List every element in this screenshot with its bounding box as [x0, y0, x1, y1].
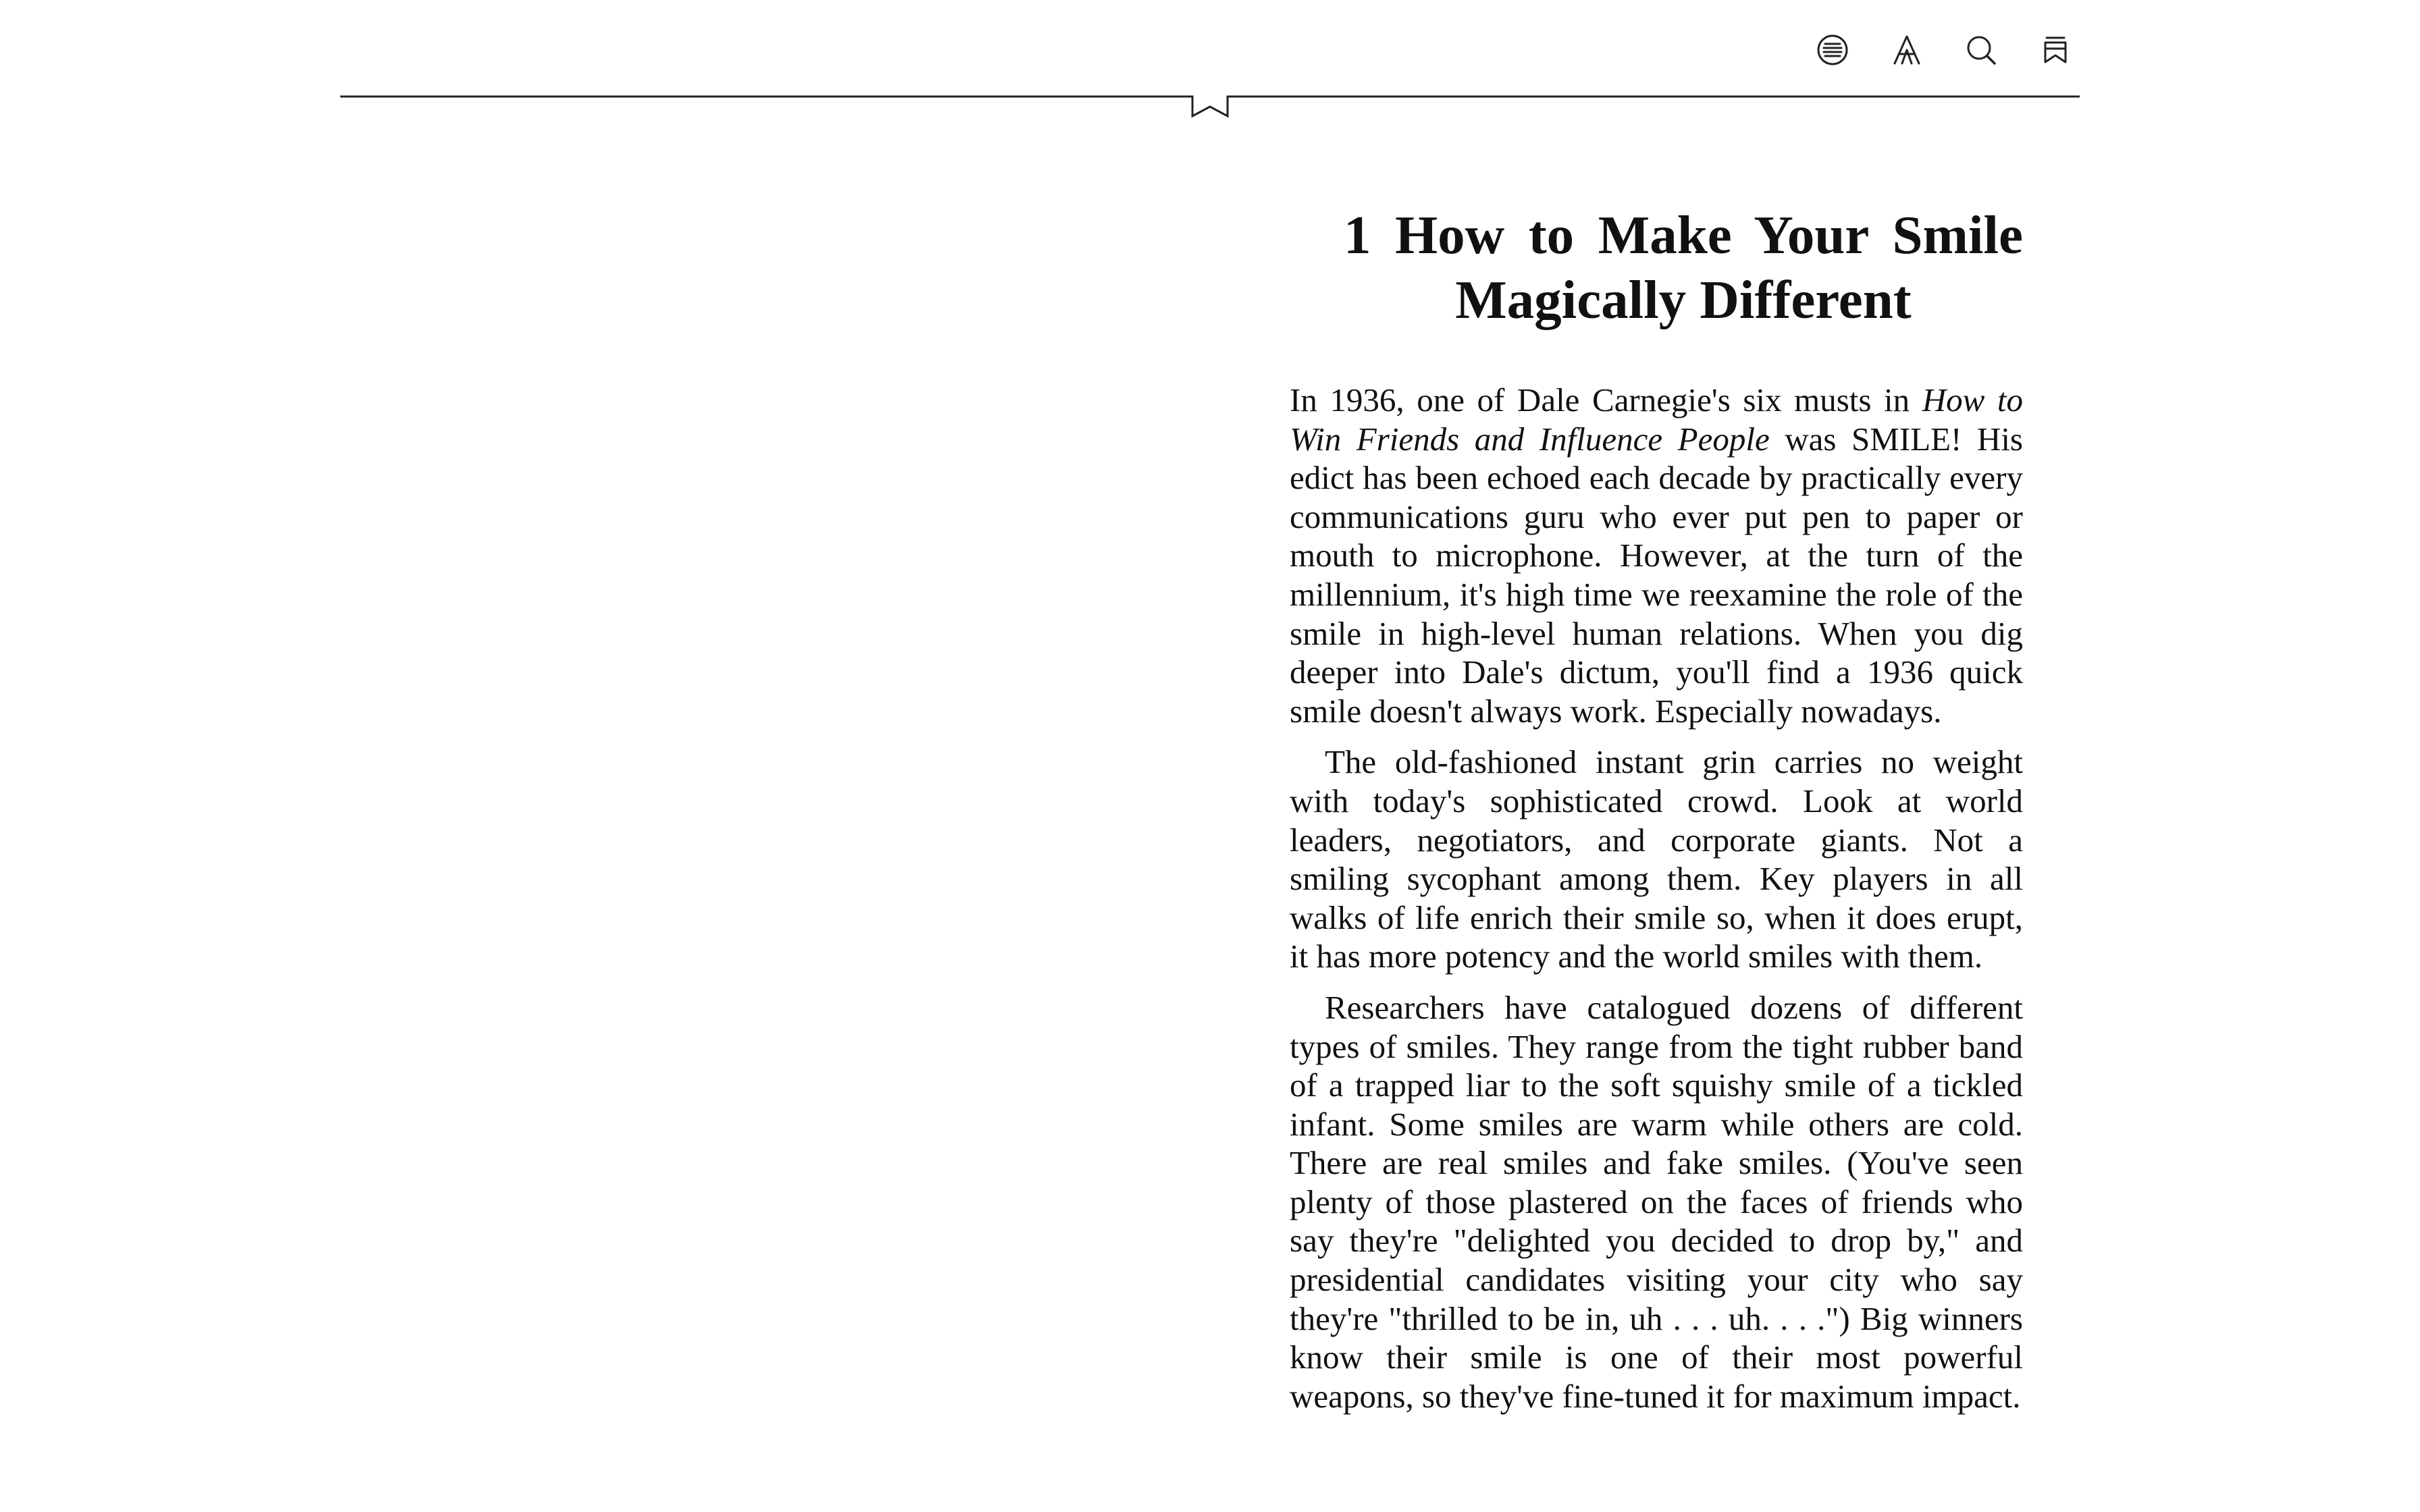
font-settings-icon [1889, 32, 1924, 68]
search-icon [1964, 32, 1999, 68]
chapter-title: 1 How to Make Your Smile Magically Different [1344, 205, 2023, 330]
bookmarks-button[interactable] [2036, 31, 2074, 69]
paragraph-1-end: was SMILE! His edict has been echoed each decade by practically every communications guru who ever put pen to paper or mouth to microphone. However, at the turn of the millennium, it's high time we reexamine the role of the smile in high-level human relations. When you dig deeper into Dale's dictum, you'll find a 1936 quick smile doesn't always work. Especially nowadays. [1290, 420, 2023, 730]
paragraph-1 [1290, 381, 2023, 730]
search-button[interactable] [1962, 31, 2000, 69]
font-settings-button[interactable] [1888, 31, 1926, 69]
bookmarks-icon [2038, 32, 2073, 68]
reader-toolbar [1814, 31, 2090, 69]
paragraph-3: Researchers have catalogued dozens of different types of smiles. They range from the tight rubber band of a trapped liar to the soft squishy smile of a tickled infant. Some smiles are warm while others are cold. There are real smiles and fake smiles. (You've seen plenty of those plastered on the faces of friends who say they're "delighted you decided to drop by," and presidential candidates visiting your city who say they're "thrilled to be in, uh . . . uh. . . .") Big winners know their smile is one of their most powerful weapons, so they've fine-tuned it for maximum impact. [1290, 988, 2023, 1415]
page-divider-bookmark-rule [340, 88, 2080, 122]
right-page-content [1290, 202, 2023, 1428]
book-title-italic: How to Win Friends and Influence People [1290, 381, 2023, 458]
toc-button[interactable] [1814, 31, 1851, 69]
paragraph-2: The old-fashioned instant grin carries no weight with today's sophisticated crowd. Look at world leaders, negotiators, and corporate giants. Not a smiling sycophant among them. Key players in all walks of life enrich their smile so, when it does erupt, it has more potency and the world smiles with them. [1290, 743, 2023, 975]
paragraph-1-start: In 1936, one of Dale Carnegie's six musts in [1290, 381, 1922, 418]
toc-list-icon [1815, 32, 1850, 68]
